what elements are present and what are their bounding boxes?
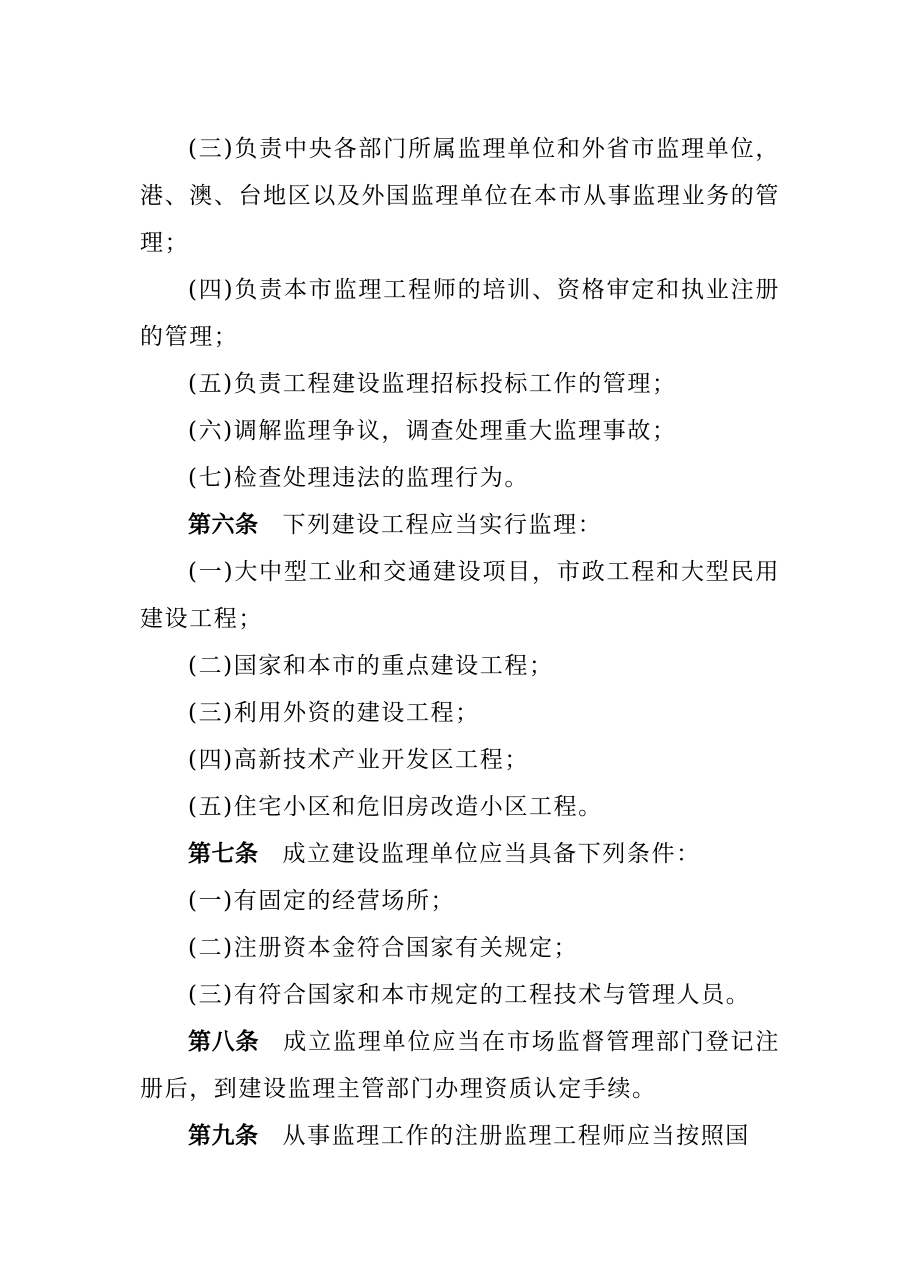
paragraph-text: 下列建设工程应当实行监理： (282, 512, 603, 538)
paragraph-10 (140, 784, 780, 831)
paragraph-9 (140, 737, 780, 784)
paragraph-text: (六)调解监理争议，调查处理重大监理事故； (188, 418, 677, 444)
paragraph-text: (三)负责中央各部门所属监理单位和外省市监理单位，港、澳、台地区以及外国监理单位在本市从事监理业务的管理； (140, 136, 780, 256)
article-heading: 第七条 (188, 841, 259, 867)
paragraph-text: (五)负责工程建设监理招标投标工作的管理； (188, 371, 677, 397)
paragraph-8 (140, 690, 780, 737)
paragraph-3 (140, 408, 780, 455)
article-8 (140, 1019, 780, 1113)
paragraph-7 (140, 643, 780, 690)
article-heading: 第八条 (188, 1029, 260, 1055)
article-7 (140, 831, 780, 878)
paragraph-text: (二)注册资本金符合国家有关规定； (188, 935, 579, 961)
paragraph-12 (140, 878, 780, 925)
paragraph-text: (七)检查处理违法的监理行为。 (188, 465, 529, 491)
paragraph-4 (140, 455, 780, 502)
paragraph-text: (二)国家和本市的重点建设工程； (188, 653, 554, 679)
paragraph-text: (三)利用外资的建设工程； (188, 700, 480, 726)
paragraph-text: 成立建设监理单位应当具备下列条件： (282, 841, 701, 867)
paragraph-13 (140, 925, 780, 972)
paragraph-6 (140, 549, 780, 643)
document-page (140, 126, 780, 1160)
paragraph-text: (三)有符合国家和本市规定的工程技术与管理人员。 (188, 982, 751, 1008)
paragraph-text: (四)负责本市监理工程师的培训、资格审定和执业注册的管理； (140, 277, 780, 350)
paragraph-text: (四)高新技术产业开发区工程； (188, 747, 529, 773)
paragraph-text: (一)有固定的经营场所； (188, 888, 456, 914)
paragraph-text: (五)住宅小区和危旧房改造小区工程。 (188, 794, 603, 820)
paragraph-text: 成立监理单位应当在市场监督管理部门登记注册后，到建设监理主管部门办理资质认定手续。 (140, 1029, 780, 1102)
article-heading: 第六条 (188, 512, 259, 538)
paragraph-0 (140, 126, 780, 267)
article-6 (140, 502, 780, 549)
paragraph-text: (一)大中型工业和交通建设项目，市政工程和大型民用建设工程； (140, 559, 780, 632)
article-heading: 第九条 (188, 1123, 259, 1149)
article-9 (140, 1113, 780, 1160)
paragraph-2 (140, 361, 780, 408)
paragraph-text: 从事监理工作的注册监理工程师应当按照国 (282, 1123, 750, 1149)
paragraph-14 (140, 972, 780, 1019)
paragraph-1 (140, 267, 780, 361)
